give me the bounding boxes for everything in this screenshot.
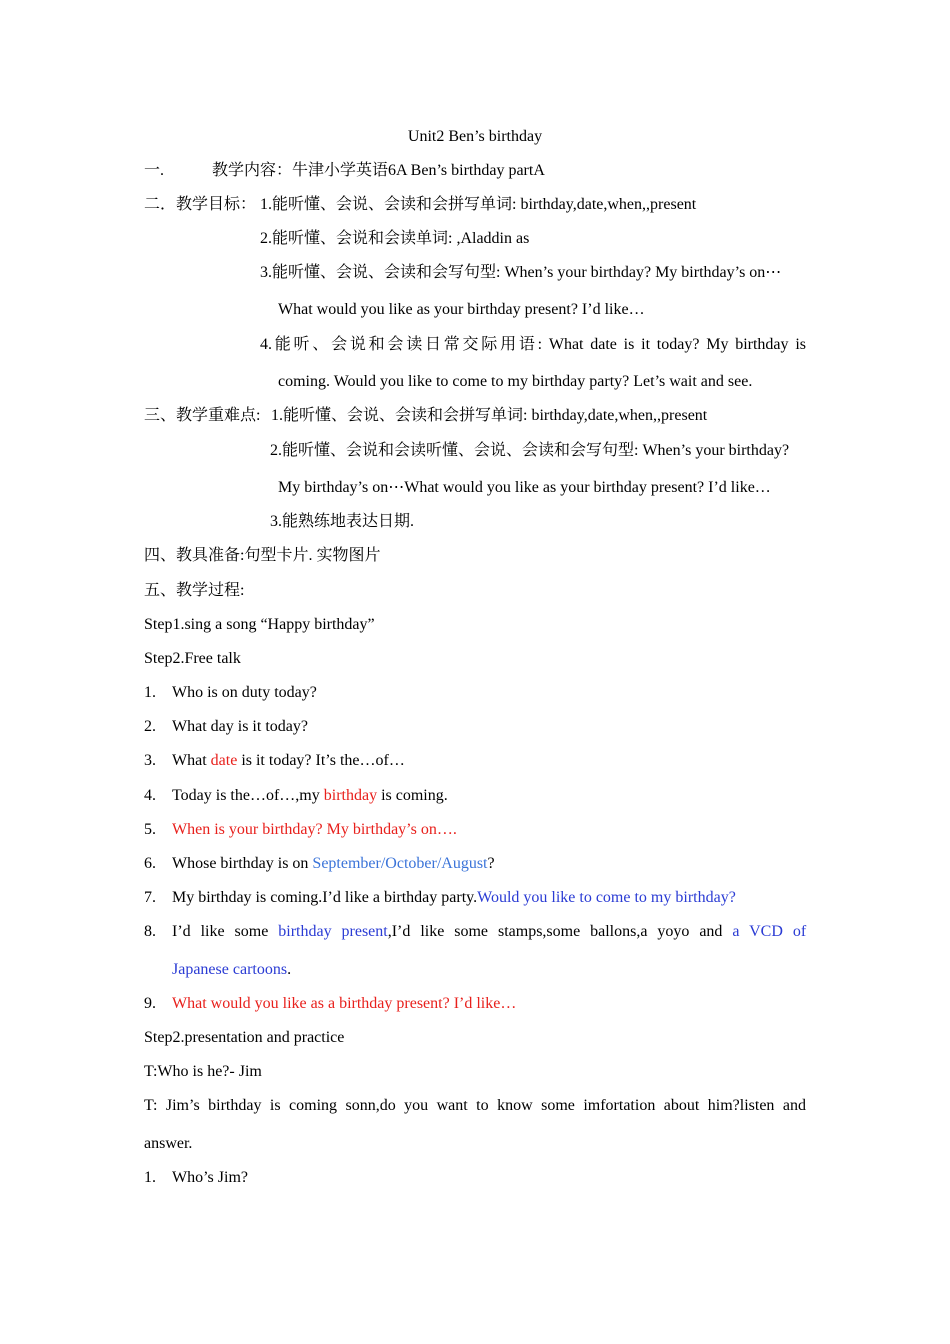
highlight-blue: VCD bbox=[749, 923, 783, 940]
highlight-blue bbox=[278, 923, 387, 940]
item-word: yoyo bbox=[657, 923, 690, 940]
list-item bbox=[172, 786, 448, 806]
highlight-blue: Would you like to come to my birthday? bbox=[477, 889, 736, 906]
list-number: 1. bbox=[144, 1169, 156, 1186]
dialog-line: T:Who is he?- Jim bbox=[144, 1063, 262, 1080]
goal-3: 3.能听懂、会说、会读和会写句型: When’s your birthday? My birthday’s on⋯ bbox=[260, 264, 782, 281]
keypoint-2: 2.能听懂、会说和会读听懂、会说、会读和会写句型: When’s your birthday? bbox=[270, 442, 790, 459]
list-number: 5. bbox=[144, 821, 156, 838]
item-word: I’d bbox=[172, 923, 191, 940]
step1: Step1.sing a song “Happy birthday” bbox=[144, 616, 375, 633]
item-text: ? bbox=[487, 855, 495, 872]
goal-4-cont: coming. Would you like to come to my birthday party? Let’s wait and see. bbox=[278, 373, 753, 390]
item-word: stamps,some bbox=[497, 923, 581, 940]
step2-presentation-heading: Step2.presentation and practice bbox=[144, 1029, 345, 1046]
list-number: 6. bbox=[144, 855, 156, 872]
list-item bbox=[172, 751, 405, 771]
list-number: 3. bbox=[144, 752, 156, 769]
item-word: ballons,a bbox=[590, 923, 648, 940]
section5: 五、教学过程: bbox=[144, 582, 245, 599]
list-item: When is your birthday? My birthday’s on…. bbox=[172, 821, 457, 838]
section3-label: 三、教学重难点: bbox=[144, 407, 261, 424]
dialog-line: T: Jim’s birthday is coming sonn,do you want to know some imfortation about him?listen and bbox=[144, 1097, 806, 1114]
item-word: some bbox=[234, 923, 269, 940]
list-number: 9. bbox=[144, 995, 156, 1012]
highlight-blue: September/October/August bbox=[312, 855, 488, 872]
list-item bbox=[172, 922, 806, 942]
step2-heading: Step2.Free talk bbox=[144, 650, 241, 667]
item-word: like bbox=[200, 923, 225, 940]
goal-4: 4.能听、会说和会读日常交际用语: What date is it today? My birthday is bbox=[260, 336, 806, 353]
item-text: My birthday is coming.I’d like a birthday party. bbox=[172, 889, 478, 906]
list-number: 7. bbox=[144, 889, 156, 906]
item-text: is coming. bbox=[377, 787, 448, 804]
section2-label: 二．教学目标： bbox=[144, 196, 257, 213]
list-item bbox=[172, 888, 736, 908]
document-title: Unit2 Ben’s birthday bbox=[407, 128, 543, 145]
item-word: like bbox=[420, 923, 445, 940]
list-item: What day is it today? bbox=[172, 718, 308, 735]
item-text: Whose birthday is on bbox=[172, 855, 313, 872]
section1-number: 一. bbox=[144, 162, 165, 179]
section4: 四、教具准备:句型卡片. 实物图片 bbox=[144, 547, 381, 564]
highlight-blue: Japanese cartoons bbox=[172, 961, 288, 978]
list-item-cont bbox=[172, 960, 291, 980]
list-item: Who is on duty today? bbox=[172, 684, 317, 701]
item-word: present bbox=[341, 923, 388, 940]
goal-1: 1.能听懂、会说、会读和会拼写单词: birthday,date,when,,present bbox=[260, 196, 697, 213]
highlight-blue: a bbox=[732, 923, 740, 940]
list-number: 2. bbox=[144, 718, 156, 735]
goal-3-cont: What would you like as your birthday present? I’d like… bbox=[278, 301, 645, 318]
list-item bbox=[172, 854, 495, 874]
keypoint-3: 3.能熟练地表达日期. bbox=[270, 513, 415, 530]
item-text: is it today? It’s the…of… bbox=[237, 752, 405, 769]
goal-2: 2.能听懂、会说和会读单词: ,Aladdin as bbox=[260, 230, 530, 247]
list-item: What would you like as a birthday present? I’d like… bbox=[172, 995, 517, 1012]
highlight-red: date bbox=[210, 752, 238, 769]
list-number: 8. bbox=[144, 923, 156, 940]
dialog-line-cont: answer. bbox=[144, 1135, 193, 1152]
item-text: Today is the…of…,my bbox=[172, 787, 324, 804]
item-word: and bbox=[699, 923, 723, 940]
item-word: ,I’d bbox=[387, 923, 411, 940]
highlight-blue: of bbox=[792, 923, 807, 940]
list-number: 4. bbox=[144, 787, 156, 804]
section1-text: 教学内容：牛津小学英语6A Ben’s birthday partA bbox=[212, 162, 545, 179]
list-number: 1. bbox=[144, 684, 156, 701]
keypoint-2-cont: My birthday’s on⋯What would you like as your birthday present? I’d like… bbox=[278, 479, 771, 496]
question-item: Who’s Jim? bbox=[172, 1169, 248, 1186]
item-text: What bbox=[172, 752, 211, 769]
highlight-red: birthday bbox=[323, 787, 378, 804]
item-text: . bbox=[287, 961, 292, 978]
keypoint-1: 1.能听懂、会说、会读和会拼写单词: birthday,date,when,,present bbox=[271, 407, 708, 424]
item-word: birthday bbox=[278, 923, 332, 940]
item-word: some bbox=[454, 923, 489, 940]
